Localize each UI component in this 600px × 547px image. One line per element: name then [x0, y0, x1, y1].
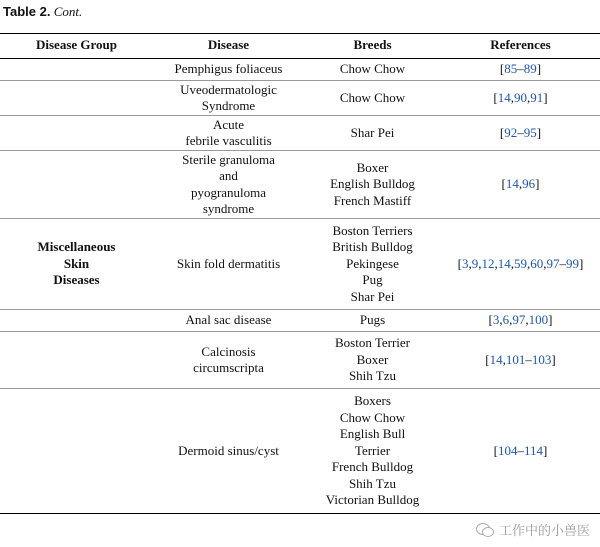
cell-line: Chow Chow: [339, 409, 406, 425]
reference-link[interactable]: 101: [505, 351, 526, 367]
cell-group: [0, 81, 153, 116]
cell-line: Syndrome: [201, 98, 256, 113]
cell-disease: [153, 310, 304, 332]
cell-line: Boston Terriers: [332, 222, 413, 238]
cell-disease: [153, 332, 304, 389]
reference-link[interactable]: 91: [530, 89, 544, 105]
reference-link[interactable]: 3: [492, 312, 500, 328]
cell-references: [14,96]: [441, 151, 600, 219]
header-row: [0, 34, 600, 59]
header-references: References: [441, 34, 600, 59]
cell-line: Calcinosis: [201, 343, 256, 359]
cell-line: Chow Chow: [339, 61, 406, 77]
reference-separator: –: [517, 61, 524, 77]
wechat-icon: [476, 522, 494, 538]
reference-link[interactable]: 99: [566, 255, 579, 271]
cell-breeds: [304, 310, 441, 332]
cell-line: Shar Pei: [350, 124, 395, 140]
cell-line: Miscellaneous: [37, 239, 116, 255]
cell-breeds: [304, 116, 441, 151]
cell-line: Boxer: [356, 159, 389, 175]
cell-line: Boxer: [356, 351, 389, 367]
cell-line: Chow Chow: [339, 89, 406, 105]
cell-references: [3,6,97,100]: [441, 310, 600, 332]
cell-line: Pug: [362, 272, 383, 288]
caption-label: Table 2.: [3, 4, 51, 19]
reference-separator: ,: [494, 255, 498, 271]
reference-separator: ,: [478, 255, 482, 271]
reference-link[interactable]: 14: [497, 255, 511, 271]
table-row: [0, 151, 600, 219]
cell-group: [0, 151, 153, 219]
cell-line: Pugs: [359, 312, 386, 328]
cell-disease: [153, 389, 304, 514]
reference-separator: –: [525, 351, 532, 367]
cell-breeds: [304, 151, 441, 219]
cell-line: Shih Tzu: [348, 475, 397, 491]
reference-link[interactable]: 104: [497, 442, 518, 458]
cell-line: Sterile granuloma: [182, 151, 275, 167]
table-row: [0, 332, 600, 389]
cell-breeds: [304, 332, 441, 389]
reference-link[interactable]: 14: [489, 351, 503, 367]
cell-line: Dermoid sinus/cyst: [178, 442, 279, 458]
cell-line: Boxers: [354, 393, 391, 409]
cell-line: English Bull: [339, 426, 406, 442]
watermark-text: 工作中的小兽医: [498, 524, 590, 539]
cell-line: Pemphigus foliaceus: [174, 61, 283, 77]
cell-breeds: [304, 219, 441, 310]
reference-link[interactable]: 12: [481, 255, 495, 271]
cell-references: [3,9,12,14,59,60,97–99]: [441, 219, 600, 310]
table-row: [0, 81, 600, 116]
cell-line: British Bulldog: [332, 239, 413, 255]
cell-line: Acute: [212, 116, 245, 132]
cell-line: Terrier: [354, 442, 391, 458]
cell-breeds: [304, 81, 441, 116]
reference-link[interactable]: 114: [523, 442, 544, 458]
cell-references: [92–95]: [441, 116, 600, 151]
cell-line: Skin fold dermatitis: [176, 255, 281, 271]
reference-separator: ,: [518, 176, 523, 192]
reference-link[interactable]: 97: [546, 255, 560, 271]
reference-separator: ,: [499, 312, 503, 328]
data-table: [0, 33, 600, 514]
reference-link[interactable]: 96: [522, 176, 536, 192]
cell-group: [0, 389, 153, 514]
cell-breeds: [304, 59, 441, 81]
reference-link[interactable]: 103: [531, 351, 552, 367]
cell-references: [14,90,91]: [441, 81, 600, 116]
cell-breeds: [304, 389, 441, 514]
cell-references: [104–114]: [441, 389, 600, 514]
cell-line: Diseases: [53, 272, 100, 288]
reference-link[interactable]: 59: [514, 255, 527, 271]
reference-link[interactable]: 95: [523, 124, 537, 140]
watermark: [476, 520, 590, 539]
reference-link[interactable]: 85: [504, 61, 518, 77]
cell-line: Pekingese: [346, 255, 399, 271]
reference-link[interactable]: 9: [471, 255, 479, 271]
cell-line: Shar Pei: [350, 288, 395, 304]
reference-separator: ,: [527, 255, 531, 271]
cell-disease: [153, 81, 304, 116]
cell-line: Boston Terrier: [334, 335, 411, 351]
table-body: [0, 59, 600, 514]
reference-link[interactable]: 90: [514, 89, 527, 105]
reference-link[interactable]: 92: [504, 124, 518, 140]
table-row: [0, 59, 600, 81]
cell-line: syndrome: [202, 201, 255, 216]
cell-line: febrile vasculitis: [185, 133, 272, 148]
header-breeds: Breeds: [304, 34, 441, 59]
reference-separator: –: [517, 124, 524, 140]
cell-line: pyogranuloma: [190, 184, 267, 200]
reference-separator: ,: [527, 89, 531, 105]
cell-disease: [153, 59, 304, 81]
reference-separator: ,: [510, 255, 514, 271]
cell-group: [0, 116, 153, 151]
reference-link[interactable]: 14: [505, 176, 519, 192]
cell-line: Victorian Bulldog: [325, 492, 420, 508]
table-row: [0, 219, 600, 310]
reference-link[interactable]: 3: [462, 255, 469, 271]
cell-line: Anal sac disease: [185, 312, 272, 328]
cell-line: and: [219, 168, 238, 183]
table-row: [0, 116, 600, 151]
reference-separator: ,: [525, 312, 529, 328]
cell-line: circumscripta: [193, 360, 264, 375]
reference-separator: ,: [510, 89, 514, 105]
cell-line: French Bulldog: [331, 459, 414, 475]
table-row: [0, 389, 600, 514]
reference-link[interactable]: 97: [512, 312, 526, 328]
reference-link[interactable]: 60: [530, 255, 544, 271]
reference-separator: ,: [502, 351, 506, 367]
table-row: [0, 310, 600, 332]
table-caption: [3, 4, 82, 20]
cell-group: [0, 219, 153, 310]
reference-link[interactable]: 89: [523, 61, 537, 77]
reference-link[interactable]: 14: [497, 89, 511, 105]
cell-references: [14,101–103]: [441, 332, 600, 389]
cell-references: [85–89]: [441, 59, 600, 81]
cell-group: [0, 310, 153, 332]
reference-link[interactable]: 6: [502, 312, 510, 328]
cell-line: Uveodermatologic: [180, 81, 277, 97]
cell-line: Skin: [63, 255, 90, 271]
reference-link[interactable]: 100: [528, 312, 549, 328]
reference-separator: –: [517, 442, 524, 458]
cell-disease: [153, 116, 304, 151]
cell-line: French Mastiff: [333, 192, 412, 208]
cell-disease: [153, 151, 304, 219]
cell-disease: [153, 219, 304, 310]
reference-separator: ,: [509, 312, 513, 328]
cell-group: [0, 59, 153, 81]
header-disease-group: Disease Group: [0, 34, 153, 59]
header-disease: Disease: [153, 34, 304, 59]
reference-separator: ,: [468, 255, 472, 271]
cell-line: English Bulldog: [330, 176, 415, 192]
caption-cont: Cont.: [53, 4, 83, 19]
reference-separator: –: [559, 255, 566, 271]
reference-separator: ,: [543, 255, 547, 271]
cell-group: [0, 332, 153, 389]
cell-line: Shih Tzu: [348, 368, 397, 384]
